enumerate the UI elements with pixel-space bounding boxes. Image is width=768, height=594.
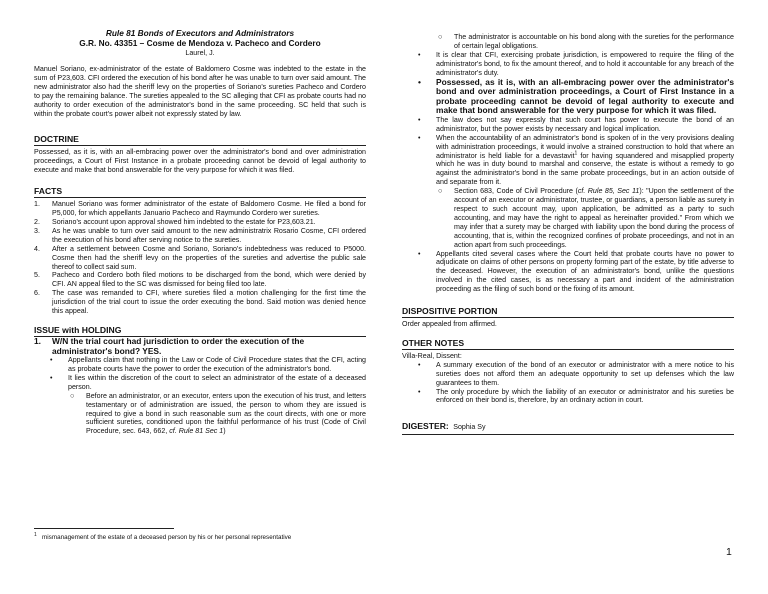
- fact-item: 3. As he was unable to turn over said amount to the new administratrix Rosario Cosme, CFI ordered the execution of his bond after serving notice to the sureties.: [34, 226, 366, 244]
- issue-question: W/N the trial court had jurisdiction to order the execution of the administrator's bond? YES.: [52, 335, 305, 356]
- dissent-author: Villa-Real, Dissent:: [402, 351, 462, 360]
- intro-paragraph: Manuel Soriano, ex-administrator of the estate of Baldomero Cosme was indebted to the estate in the sum of P23,603. CFI ordered the execution of his bond after he was unable to turn over said amount. The new administrator also had the sheriff levy on the properties of Soriano's sureties Pacheco and Cordero to pay the remaining balance. The sureties appealed to the SC alleging that CFI as probate courts had no authority to order execution of the administrator's bond in the same proceeding. SC held that such is within the probate court's power albeit not expressly stated by law.: [34, 65, 366, 118]
- digester-label: DIGESTER:: [402, 421, 449, 432]
- doctrine-text: Possessed, as it is, with an all-embracing power over the administrator's bond and over administration proceedings, a Court of First Instance in a probate proceeding cannot be devoid of legal authority to execute and make that bond answerable for the very purpose for which it was filed.: [34, 148, 366, 175]
- issue-heading: ISSUE with HOLDING: [34, 325, 366, 337]
- footnote: $^1$ mismanagement of the estate of a deceased person by his or her personal representative: [34, 531, 292, 541]
- holding-bullet-bold: • Possessed, as it is, with an all-embracing power over the administrator's bond and over administration proceedings, a Court of First Instance in a probate proceeding cannot be devoid of legal authority to execute and make that bond answerable for the very purpose for which it was filed.: [418, 76, 734, 116]
- issue-list: [34, 337, 366, 356]
- left-column: [34, 28, 366, 436]
- footnote-divider: [34, 528, 174, 529]
- dissent-bullet: • The only procedure by which the liability of an executor or administrator and his sureties be enforced on their bond is, therefore, by an ordinary action in court.: [418, 387, 734, 405]
- facts-heading: FACTS: [34, 186, 366, 198]
- fact-item: 1. Manuel Soriano was former administrator of the estate of Baldomero Cosme. He filed a bond for P5,000, for which appellants Januario Pacheco and Raymundo Cordero wer sureties.: [34, 200, 366, 218]
- page-number: 1: [726, 546, 732, 558]
- fact-item: 5. Pacheco and Cordero both filed motions to be discharged from the bond, which were denied by CFI. AN appeal filed to the SC was dismissed for being filed too late.: [34, 271, 366, 289]
- digester-name: Sophia Sy: [453, 423, 486, 432]
- issue-subpoint: ○ Before an administrator, or an executor, enters upon the execution of his trust, and letters testamentary or of administration are issued, the person to whom they are issued is required to give a bond in such reasonable sum as the court directs, with one or more sufficient sureties, conditioned upon the faithful performance of his trust (Code of Civil Procedure, sec. 643, 662, cf. Rule 81 Sec 1): [70, 391, 366, 436]
- holding-bullet: • The law does not say expressly that such court has power to execute the bond of an administrator, but the power exists by necessary and logical implication.: [418, 115, 734, 133]
- doc-title: Rule 81 Bonds of Executors and Administrators: [105, 28, 295, 38]
- fact-item: 2. Soriano's account upon approval showed him indebted to the estate for P23,603.21.: [34, 217, 316, 226]
- holding-bullet: • When the accountability of an administrator's bond is spoken of in the very provisions dealing with administration proceedings, it would involve a strained construction to hold that where an administrator is held liable for a devastavit$^1$ for having squandered and misapplied property which he was in duty bound to marshal and conserve, the estate is without a remedy to go against the administrator's bond in the same probate proceedings, but in an action outside of and separate from it.: [418, 133, 734, 187]
- other-notes-heading: OTHER NOTES: [402, 338, 734, 350]
- subpoint: ○ Section 683, Code of Civil Procedure (cf. Rule 85, Sec 11): "Upon the settlement of the account of an executor or administrator, trustee, or guardians, a person liable as surety in respect to such account may, upon application, be admitted as a party to such accounting, and may have the right to appeal as hereinafter provided." From which we may infer that a surety may be charged with liability upon the bond during the process of accounting, that is, within the recognized confines of probate proceedings, and not in an action apart from such proceedings.: [438, 187, 734, 249]
- issue-number: 1.: [34, 335, 41, 346]
- holding-bullet: • It is clear that CFI, exercising probate jurisdiction, is empowered to require the filing of the administrator's bond, to fix the amount thereof, and to hold it accountable for any breach of the administrator's duty.: [418, 50, 734, 77]
- holding-bullet: • Appellants cited several cases where the Court held that probate courts have no power to adjudicate on claims of other persons on property forming part of the estate, by title adverse to the deceased. However, the execution of an administrator's bond, unlike the questions involved in the cited cases, is as necessary a part and incident of the administration proceeding as the filing of such bond or the fixing of its amount.: [418, 249, 734, 294]
- issue-bullet: • It lies within the discretion of the court to select an administrator of the estate of a deceased person.: [50, 373, 366, 391]
- subpoint: ○ The administrator is accountable on his bond along with the sureties for the performance of certain legal obligations.: [438, 33, 734, 50]
- fact-item: 4. After a settlement between Cosme and Soriano, Soriano's indebtedness was reduced to P5000. Cosme then had the sheriff levy on the properties of the sureties and advertise the public sale thereof to collect said sum.: [34, 244, 366, 271]
- case-title: G.R. No. 43351 – Cosme de Mendoza v. Pacheco and Cordero: [79, 38, 321, 48]
- fact-item: 6. The case was remanded to CFI, where sureties filed a motion challenging for the first time the jurisdiction of the trial court to issue the order executing the bond. Said motion was denied hence this appeal.: [34, 289, 366, 316]
- digester-line: [402, 416, 734, 435]
- issue-bullet: • Appellants claim that nothing in the Law or Code of Civil Procedure states that the CFI, acting as probate courts have the power to order the execution of the administrator's bond.: [50, 356, 366, 374]
- dispositive-text: Order appealed from affirmed.: [402, 320, 497, 329]
- ponente: Laurel, J.: [185, 49, 215, 57]
- right-column: [402, 33, 734, 435]
- doctrine-heading: DOCTRINE: [34, 134, 366, 146]
- dissent-bullet: • A summary execution of the bond of an executor or administrator with a mere notice to his sureties does not afford them an adequate opportunity to set up defenses which the law guarantees to them.: [418, 360, 734, 387]
- dispositive-heading: DISPOSITIVE PORTION: [402, 306, 734, 318]
- facts-list: [34, 200, 366, 316]
